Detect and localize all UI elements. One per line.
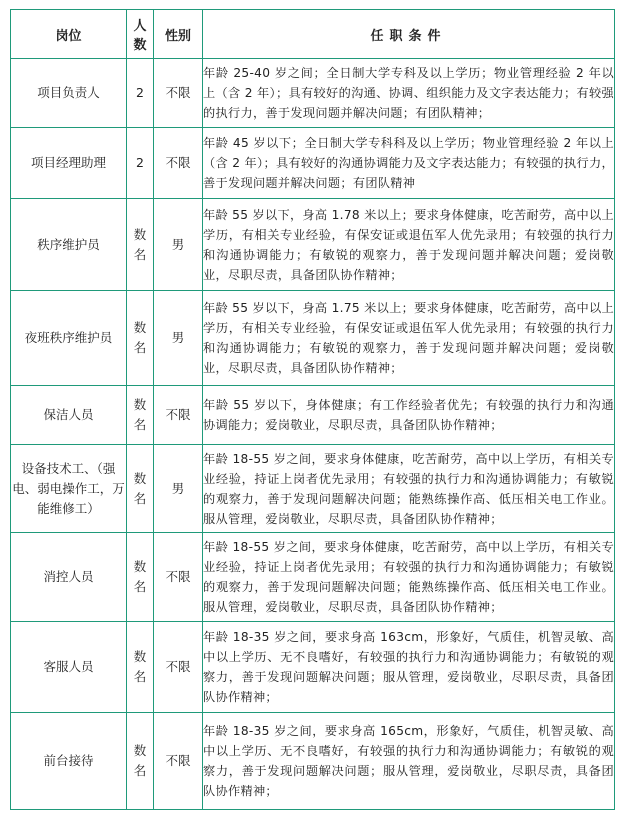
gender-cell: 男	[154, 199, 203, 291]
header-row	[11, 10, 615, 59]
count-cell: 数名	[127, 713, 154, 810]
position-cell: 保洁人员	[11, 386, 127, 445]
gender-cell: 男	[154, 445, 203, 533]
job-requirements-table	[10, 9, 615, 810]
requirements-cell: 年龄 55 岁以下，身高 1.75 米以上；要求身体健康，吃苦耐劳，高中以上学历，有相关专业经验，有保安证或退伍军人优先录用；有较强的执行力和沟通协调能力；有敏锐的观察力，善于发现问题并解决问题；爱岗敬业，尽职尽责，具备团队协作精神；	[203, 291, 615, 386]
gender-cell: 不限	[154, 386, 203, 445]
position-cell: 秩序维护员	[11, 199, 127, 291]
table-row	[11, 386, 615, 445]
position-cell: 项目经理助理	[11, 128, 127, 199]
table-row	[11, 199, 615, 291]
count-cell: 数名	[127, 199, 154, 291]
header-gender: 性别	[154, 10, 203, 59]
gender-cell: 男	[154, 291, 203, 386]
requirements-cell: 年龄 18-55 岁之间，要求身体健康，吃苦耐劳，高中以上学历，有相关专业经验，持证上岗者优先录用；有较强的执行力和沟通协调能力；有敏锐的观察力，善于发现问题解决问题；能熟练操作高、低压相关电工作业。服从管理，爱岗敬业，尽职尽责，具备团队协作精神；	[203, 445, 615, 533]
table-row	[11, 533, 615, 622]
table-row	[11, 291, 615, 386]
count-cell: 数名	[127, 445, 154, 533]
position-cell: 夜班秩序维护员	[11, 291, 127, 386]
table-row	[11, 622, 615, 713]
count-cell: 2	[127, 128, 154, 199]
position-cell: 客服人员	[11, 622, 127, 713]
gender-cell: 不限	[154, 533, 203, 622]
position-cell: 设备技术工、（强电、弱电操作工，万能维修工）	[11, 445, 127, 533]
header-requirements: 任职条件	[203, 10, 615, 59]
table-row	[11, 713, 615, 810]
header-position: 岗位	[11, 10, 127, 59]
header-count: 人数	[127, 10, 154, 59]
requirements-cell: 年龄 25-40 岁之间；全日制大学专科及以上学历；物业管理经验 2 年以上（含 2 年）；具有较好的沟通、协调、组织能力及文字表达能力；有较强的执行力，善于发现问题并解决问题；有团队精神；	[203, 59, 615, 128]
requirements-cell: 年龄 55 岁以下，身体健康；有工作经验者优先；有较强的执行力和沟通协调能力；爱岗敬业，尽职尽责，具备团队协作精神；	[203, 386, 615, 445]
gender-cell: 不限	[154, 59, 203, 128]
requirements-cell: 年龄 45 岁以下；全日制大学专科科及以上学历；物业管理经验 2 年以上（含 2 年）；具有较好的沟通协调能力及文字表达能力；有较强的执行力，善于发现问题并解决问题；有团队精神	[203, 128, 615, 199]
gender-cell: 不限	[154, 128, 203, 199]
table-row	[11, 128, 615, 199]
position-cell: 前台接待	[11, 713, 127, 810]
gender-cell: 不限	[154, 622, 203, 713]
table-row	[11, 445, 615, 533]
requirements-cell: 年龄 18-35 岁之间，要求身高 165cm，形象好，气质佳，机智灵敏、高中以上学历、无不良嗜好，有较强的执行力和沟通协调能力；有敏锐的观察力，善于发现问题解决问题；服从管理，爱岗敬业，尽职尽责，具备团队协作精神；	[203, 713, 615, 810]
count-cell: 数名	[127, 291, 154, 386]
count-cell: 数名	[127, 533, 154, 622]
position-cell: 项目负责人	[11, 59, 127, 128]
table-row	[11, 59, 615, 128]
requirements-cell: 年龄 18-55 岁之间，要求身体健康，吃苦耐劳，高中以上学历，有相关专业经验，持证上岗者优先录用；有较强的执行力和沟通协调能力；有敏锐的观察力，善于发现问题解决问题；能熟练操作高、低压相关电工作业。服从管理，爱岗敬业，尽职尽责，具备团队协作精神；	[203, 533, 615, 622]
count-cell: 2	[127, 59, 154, 128]
requirements-cell: 年龄 55 岁以下，身高 1.78 米以上；要求身体健康，吃苦耐劳，高中以上学历，有相关专业经验，有保安证或退伍军人优先录用；有较强的执行力和沟通协调能力；有敏锐的观察力，善于发现问题并解决问题；爱岗敬业，尽职尽责，具备团队协作精神；	[203, 199, 615, 291]
gender-cell: 不限	[154, 713, 203, 810]
position-cell: 消控人员	[11, 533, 127, 622]
count-cell: 数名	[127, 386, 154, 445]
count-cell: 数名	[127, 622, 154, 713]
requirements-cell: 年龄 18-35 岁之间，要求身高 163cm，形象好，气质佳，机智灵敏、高中以上学历、无不良嗜好，有较强的执行力和沟通协调能力；有敏锐的观察力，善于发现问题解决问题；服从管理，爱岗敬业，尽职尽责，具备团队协作精神；	[203, 622, 615, 713]
